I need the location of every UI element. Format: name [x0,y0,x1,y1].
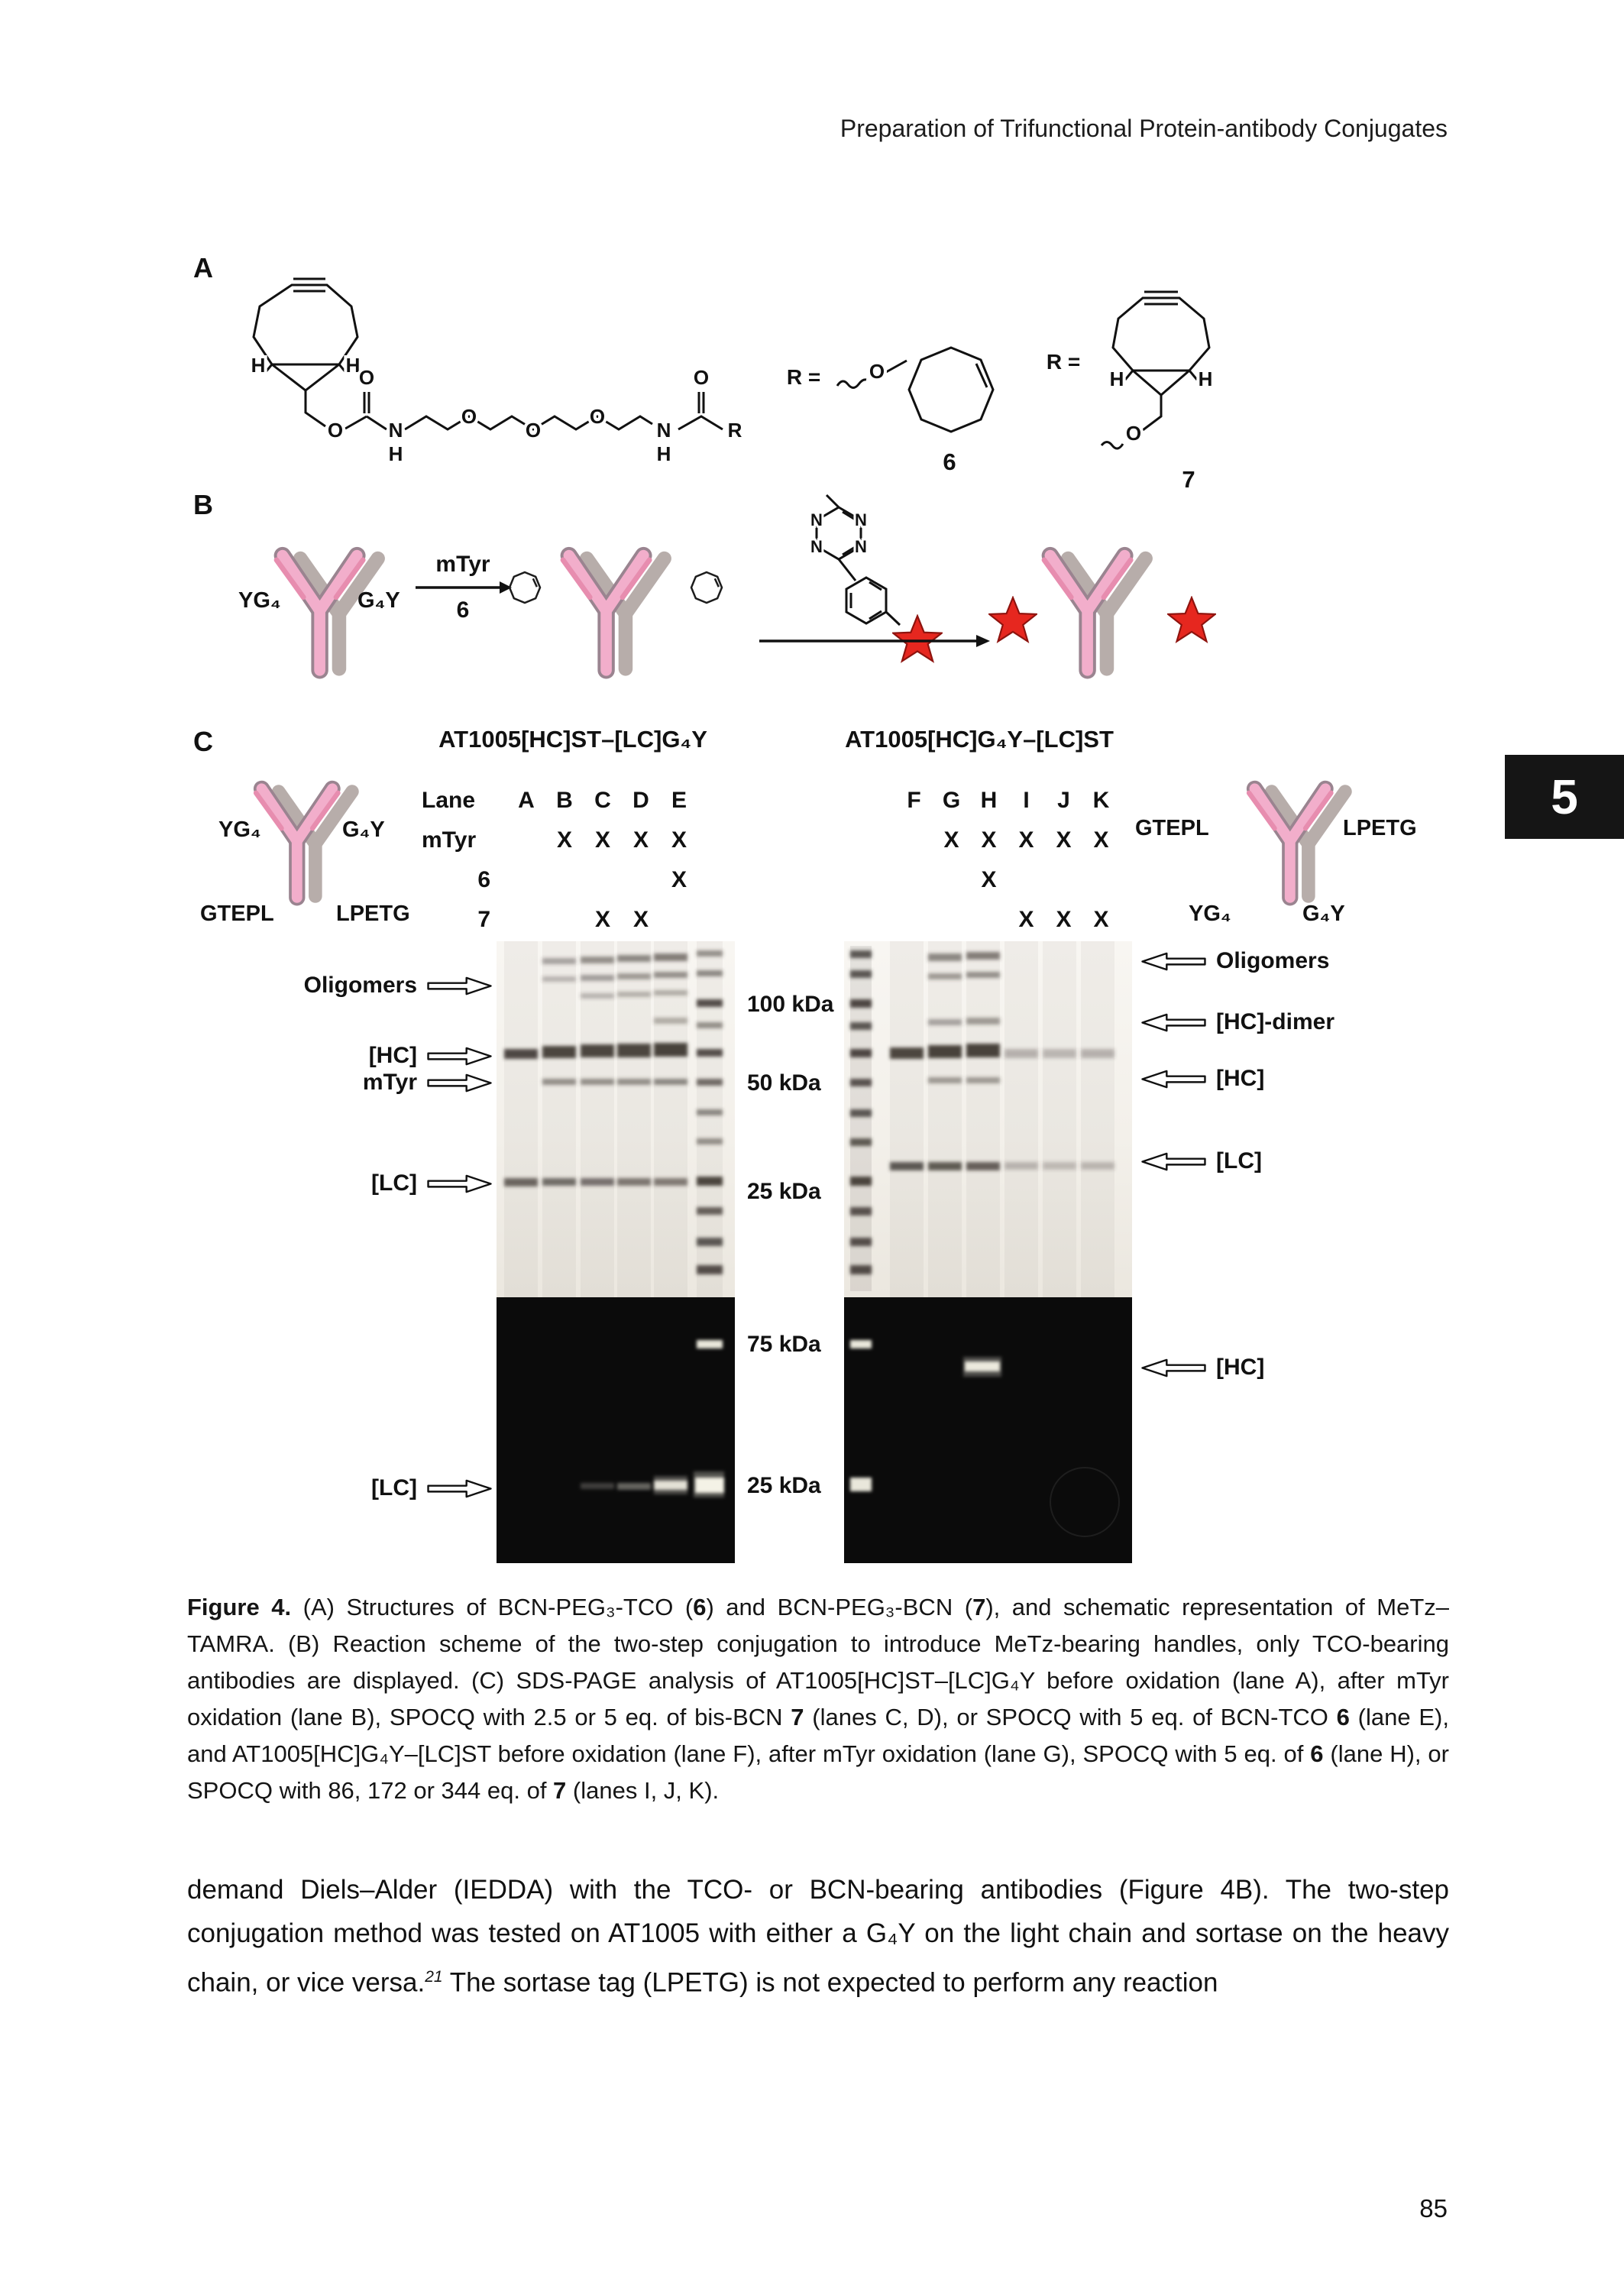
compound-7-label: 7 [1182,466,1195,493]
annotation-row [1140,1148,1262,1174]
antibody-tag-label: G₄Y [342,817,385,842]
gel-fluorescence-left [497,1297,735,1563]
atom-label: N [656,419,671,442]
tamra-star-icon [1167,596,1216,645]
annotation-row [1140,1355,1264,1381]
atom-label: N [388,419,403,442]
gel-bands [844,1297,1132,1563]
atom-label: O [869,360,885,383]
tco-ring-icon [687,568,726,607]
nitrogen-label: N [810,510,823,529]
atom-label: H [1198,367,1213,390]
lane-row-label: mTyr [422,827,477,853]
annotation-row [363,1070,493,1096]
left-arrow-icon [1140,1012,1207,1033]
annotation-row [371,1475,493,1501]
lane-letter: C [594,788,611,813]
reaction-arrow-icon [412,578,513,597]
lane-header: Lane [422,788,476,813]
annotation-row [1140,1009,1334,1035]
annotation-label: [LC] [1216,1148,1262,1174]
lane-row-label: 6 [477,867,490,892]
gel-bands [497,1297,735,1563]
antibody-tag-label: LPETG [1343,816,1417,840]
lane-mark: X [1018,827,1034,853]
atom-label: O [693,366,710,389]
lane-mark: X [632,907,649,932]
left-arrow-icon [1140,951,1207,972]
antibody-tag-label: GTEPL [1135,816,1209,840]
lane-mark: X [1056,907,1072,932]
lane-row-7 [422,900,698,940]
left-arrow-icon [1140,1151,1207,1172]
lane-mark: X [594,827,610,853]
lane-row-label: 7 [477,907,490,932]
reaction-step-1 [412,552,513,623]
lane-table-right [895,781,1120,940]
figure-caption: Figure 4. (A) Structures of BCN-PEG₃-TCO (6) and BCN-PEG₃-BCN (7), and schematic representation of MeTz–TAMRA. (B) Reaction scheme of the two-step conjugation to introduce MeTz-bearing handles, only TCO-bearing antibodies are displayed. (C) SDS-PAGE analysis of AT1005[HC]ST–[LC]G₄Y before oxidation (lane A), after mTyr oxidation (lane B), SPOCQ with 2.5 or 5 eq. of bis-BCN 7 (lanes C, D), or SPOCQ with 5 eq. of BCN-TCO 6 (lane E), and AT1005[HC]G₄Y–[LC]ST before oxidation (lane F), after mTyr oxidation (lane G), SPOCQ with 5 eq. of 6 (lane H), or SPOCQ with 86, 172 or 344 eq. of 7 (lanes I, J, K). [187,1594,1449,1804]
lane-letter: F [907,788,921,813]
gel-bands [844,941,1132,1297]
atom-label: R [727,419,742,442]
antibody-tag-label: G₄Y [357,588,400,613]
annotation-label: [HC] [1216,1355,1265,1380]
atom-label: O [589,405,606,428]
lane-mark: X [1093,907,1109,932]
chapter-tab [1505,755,1624,839]
annotation-label: [HC]-dimer [1216,1009,1334,1034]
tco-ring-icon [506,568,544,607]
antibody-tag-label: G₄Y [1302,902,1345,926]
antibody-tag-label: YG₄ [1189,902,1231,926]
lane-row-mtyr [422,821,698,860]
right-arrow-icon [426,1073,493,1093]
lane-mark: X [1056,827,1072,853]
atom-label: O [327,419,344,442]
body-paragraph: demand Diels–Alder (IEDDA) with the TCO- or BCN-bearing antibodies (Figure 4B). The two-step conjugation method was tested on AT1005 with either a G₄Y on the light chain and sortase on the heavy chain, or vice versa.$^{21}$ The sortase tag (LPETG) is not expected to perform any reaction [187,1875,1449,1998]
right-arrow-icon [426,1174,493,1194]
nitrogen-label: N [810,537,823,556]
gel-coomassie-right [844,941,1132,1297]
atom-label: H [345,354,361,377]
gel-bands [497,941,735,1297]
annotation-row [371,1170,493,1196]
r-equals-label: R = [1046,350,1081,374]
atom-label: O [1125,422,1142,445]
annotation-label: Oligomers [303,973,417,998]
annotation-label: [LC] [371,1475,417,1500]
lane-mark: X [556,827,572,853]
lane-letter: I [1023,788,1030,813]
lane-row-mtyr [895,821,1120,860]
lane-header-row [895,781,1120,821]
gel-title-left: AT1005[HC]ST–[LC]G₄Y [438,726,707,753]
lane-row-6 [895,860,1120,900]
lane-letter: B [556,788,573,813]
lane-letter: J [1057,788,1070,813]
antibody-tag-label: LPETG [336,902,410,926]
lane-header-row [422,781,698,821]
lane-letter: K [1092,788,1110,813]
nitrogen-label: N [855,510,867,529]
lane-row-7 [895,900,1120,940]
lane-letter: G [942,788,961,813]
atom-label: H [388,442,403,465]
page-number: 85 [1419,2194,1448,2222]
gel-fluorescence-right [844,1297,1132,1563]
lane-mark: X [981,827,997,853]
right-arrow-icon [426,976,493,996]
antibody-icon [535,526,684,682]
lane-mark: X [981,867,997,892]
annotation-label: [HC] [1216,1066,1265,1091]
antibody-tag-label: YG₄ [238,588,281,613]
marker-label: 75 kDa [747,1332,821,1357]
atom-label: H [656,442,671,465]
lane-letter: A [518,788,535,813]
chemical-structures-diagram [183,256,1276,500]
annotation-label: mTyr [362,1070,417,1095]
annotation-label: [HC] [368,1043,417,1068]
reaction-reagent-label: mTyr [435,552,490,577]
left-arrow-icon [1140,1069,1207,1089]
lane-mark: X [594,907,610,932]
right-arrow-icon [426,1478,493,1499]
antibody-icon [1016,526,1165,682]
compound-6-label: 6 [943,448,956,475]
lane-letter: E [671,788,687,813]
annotation-row [1140,1066,1264,1092]
marker-label: 50 kDa [747,1070,821,1096]
panel-c-label: C [193,726,213,757]
gel-coomassie-left [497,941,735,1297]
antibody-tag-label: YG₄ [218,817,261,842]
annotation-row [1140,948,1329,974]
left-arrow-icon [1140,1358,1207,1378]
marker-label: 100 kDa [747,992,834,1017]
lane-mark: X [1018,907,1034,932]
chapter-number: 5 [1551,769,1578,824]
lane-mark: X [943,827,959,853]
marker-label: 25 kDa [747,1179,821,1204]
annotation-row [369,1043,493,1069]
lane-row-6 [422,860,698,900]
marker-label: 25 kDa [747,1473,821,1498]
lane-letter: H [980,788,998,813]
lane-mark: X [632,827,649,853]
antibody-tag-label: GTEPL [200,902,274,926]
gel-title-right: AT1005[HC]G₄Y–[LC]ST [845,726,1114,753]
atom-label: H [1109,367,1124,390]
lane-mark: X [671,867,687,892]
atom-label: H [251,354,266,377]
lane-mark: X [671,827,687,853]
annotation-row [304,973,493,999]
lane-table-left [422,781,698,940]
compound-numbers [943,448,1195,493]
atom-label: O [358,366,375,389]
annotation-label: Oligomers [1216,948,1330,973]
r-equals-label: R = [786,365,821,389]
annotation-label: [LC] [371,1170,417,1196]
atom-label: O [461,405,477,428]
right-arrow-icon [426,1046,493,1067]
page-header: Preparation of Trifunctional Protein-antibody Conjugates [839,115,1448,142]
lane-mark: X [1093,827,1109,853]
nitrogen-label: N [855,537,867,556]
panel-a-label: A [193,252,213,283]
reaction-reagent-label: 6 [456,597,470,623]
reaction-arrow-icon [758,630,992,652]
atom-label: O [525,419,542,442]
lane-letter: D [632,788,649,813]
panel-b-label: B [193,489,213,520]
tamra-star-icon [988,596,1037,645]
